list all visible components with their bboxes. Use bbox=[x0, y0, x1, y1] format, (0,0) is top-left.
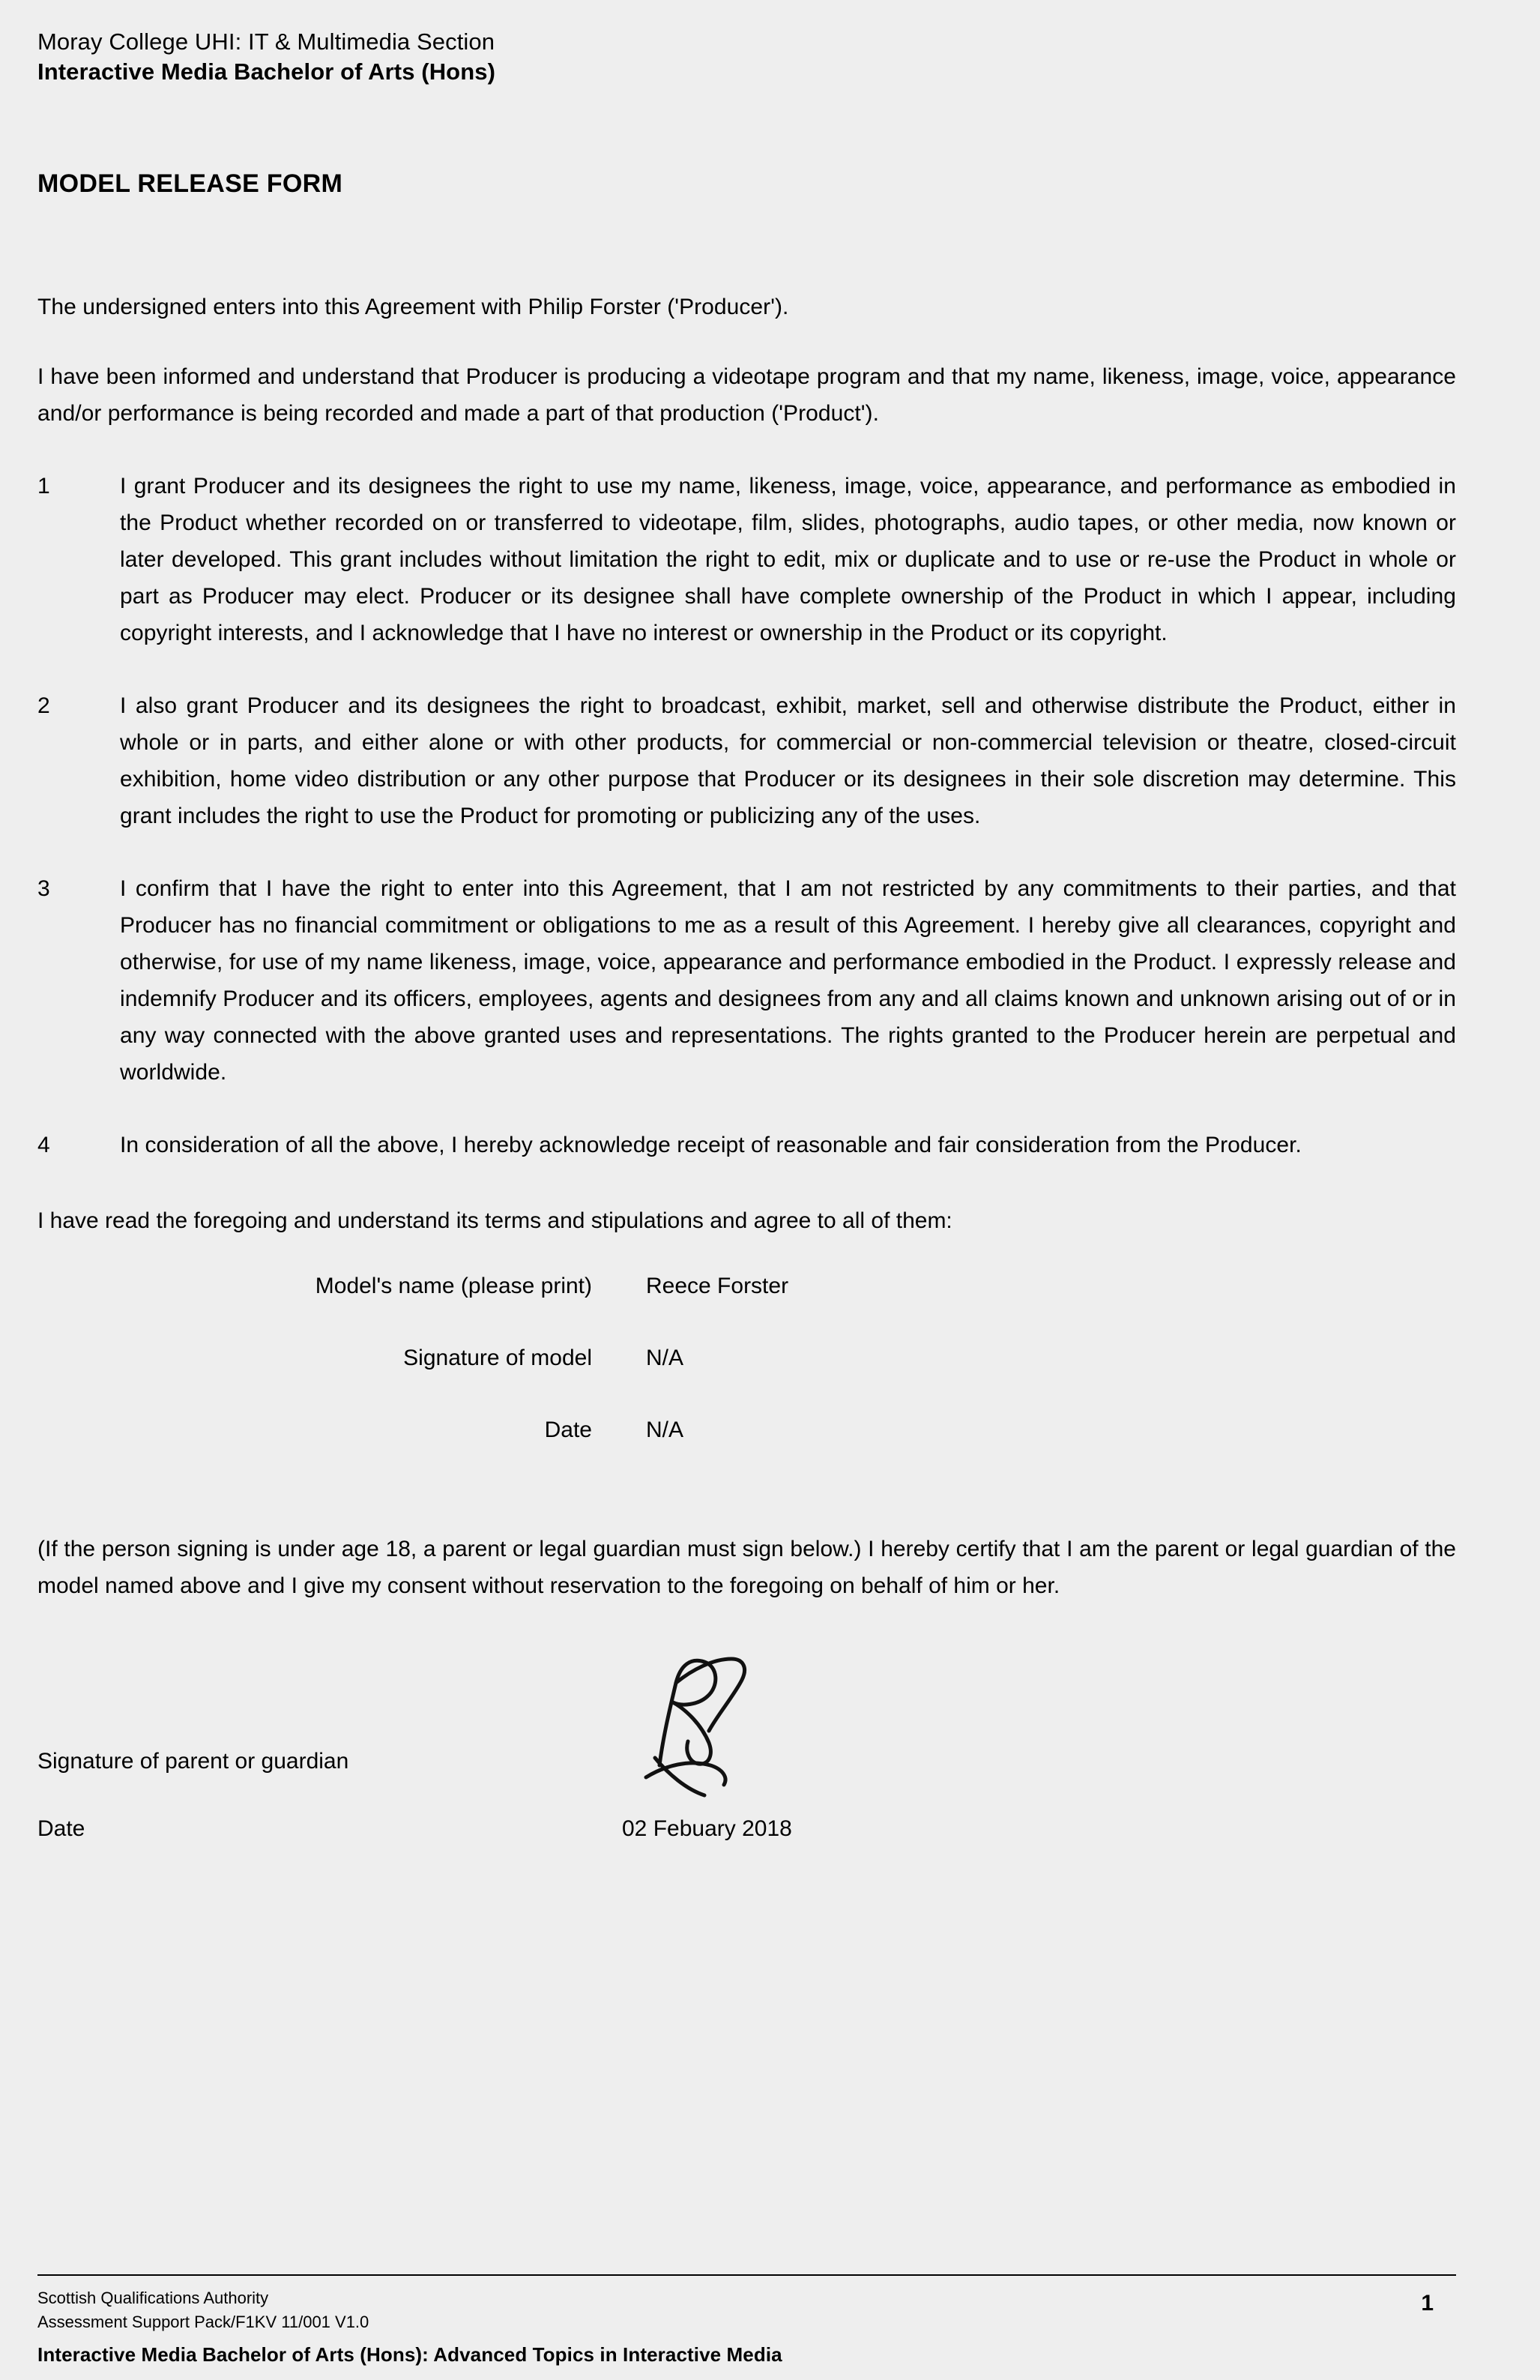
intro-paragraph-1: The undersigned enters into this Agreement with Philip Forster ('Producer'). bbox=[37, 295, 789, 319]
document-header bbox=[37, 22, 1456, 87]
clause-number: 1 bbox=[37, 474, 50, 498]
clause-number: 2 bbox=[37, 693, 50, 718]
footer-text bbox=[37, 2286, 369, 2334]
handwritten-signature-icon bbox=[629, 1653, 809, 1818]
field-model-signature bbox=[37, 1340, 1456, 1376]
clause-2 bbox=[37, 687, 1456, 834]
guardian-signature-label: Signature of parent or guardian bbox=[37, 1749, 349, 1774]
field-value[interactable]: N/A bbox=[646, 1346, 684, 1370]
page-number: 1 bbox=[1421, 2291, 1434, 2316]
field-label: Signature of model bbox=[403, 1346, 592, 1370]
guardian-signature-area bbox=[37, 1675, 1456, 1841]
header-institution: Moray College UHI: IT & Multimedia Section bbox=[37, 28, 495, 55]
clause-text: I grant Producer and its designees the right to use my name, likeness, image, voice, appearance, and performance as embodied in the Product whether recorded on or transferred to videotape, film, slides, photographs, audio tapes, or other media, now known or later developed. This grant includes without limitation the right to edit, mix or duplicate and to use or re-use the Product in whole or part as Producer may elect. Producer or its designee shall have complete ownership of the Product in which I appear, including copyright interests, and I acknowledge that I have no interest or ownership in the Product or its copyright. bbox=[120, 474, 1456, 645]
intro-paragraph-2: I have been informed and understand that Producer is producing a videotape program and that my name, likeness, image, voice, appearance and/or performance is being recorded and made a part of that production ('Product'). bbox=[37, 364, 1456, 426]
clause-number: 3 bbox=[37, 876, 50, 901]
clause-4 bbox=[37, 1127, 1456, 1163]
footer-course: Interactive Media Bachelor of Arts (Hons): Advanced Topics in Interactive Media bbox=[37, 2343, 782, 2366]
guardian-date-label: Date bbox=[37, 1816, 85, 1841]
model-details bbox=[37, 1268, 1456, 1448]
footer-pack: Assessment Support Pack/F1KV 11/001 V1.0 bbox=[37, 2313, 369, 2331]
document-footer bbox=[37, 2274, 1456, 2380]
clause-number: 4 bbox=[37, 1133, 50, 1157]
footer-divider bbox=[37, 2274, 1456, 2276]
field-model-date bbox=[37, 1412, 1456, 1448]
header-course: Interactive Media Bachelor of Arts (Hons) bbox=[37, 58, 496, 85]
clause-1 bbox=[37, 468, 1456, 651]
guardian-consent-note: (If the person signing is under age 18, a parent or legal guardian must sign below.) I hereby certify that I am the parent or legal guardian of the model named above and I give my consent without reservation to the foregoing on behalf of him or her. bbox=[37, 1537, 1456, 1598]
clause-3 bbox=[37, 870, 1456, 1091]
agreement-statement: I have read the foregoing and understand its terms and stipulations and agree to all of them: bbox=[37, 1208, 952, 1233]
clause-text: In consideration of all the above, I hereby acknowledge receipt of reasonable and fair consideration from the Producer. bbox=[120, 1133, 1302, 1157]
page-title: MODEL RELEASE FORM bbox=[37, 169, 343, 198]
field-label: Model's name (please print) bbox=[315, 1274, 592, 1298]
guardian-date-value[interactable]: 02 Febuary 2018 bbox=[622, 1816, 792, 1841]
clause-text: I confirm that I have the right to enter into this Agreement, that I am not restricted by any commitments to their parties, and that Producer has no financial commitment or obligations to me as a result of this Agreement. I hereby give all clearances, copyright and otherwise, for use of my name likeness, image, voice, appearance and performance embodied in the Product. I expressly release and indemnify Producer and its officers, employees, agents and designees from any and all claims known and unknown arising out of or in any way connected with the above granted uses and representations. The rights granted to the Producer herein are perpetual and worldwide. bbox=[120, 876, 1456, 1085]
field-label: Date bbox=[544, 1418, 592, 1442]
clause-text: I also grant Producer and its designees the right to broadcast, exhibit, market, sell and otherwise distribute the Product, either in whole or in parts, and either alone or with other products, for commercial or non-commercial television or theatre, closed-circuit exhibition, home video distribution or any other purpose that Producer or its designees in their sole discretion may determine. This grant includes the right to use the Product for promoting or publicizing any of the uses. bbox=[120, 693, 1456, 828]
field-value[interactable]: Reece Forster bbox=[646, 1274, 789, 1298]
footer-authority: Scottish Qualifications Authority bbox=[37, 2289, 269, 2307]
field-value[interactable]: N/A bbox=[646, 1418, 684, 1442]
field-model-name bbox=[37, 1268, 1456, 1304]
